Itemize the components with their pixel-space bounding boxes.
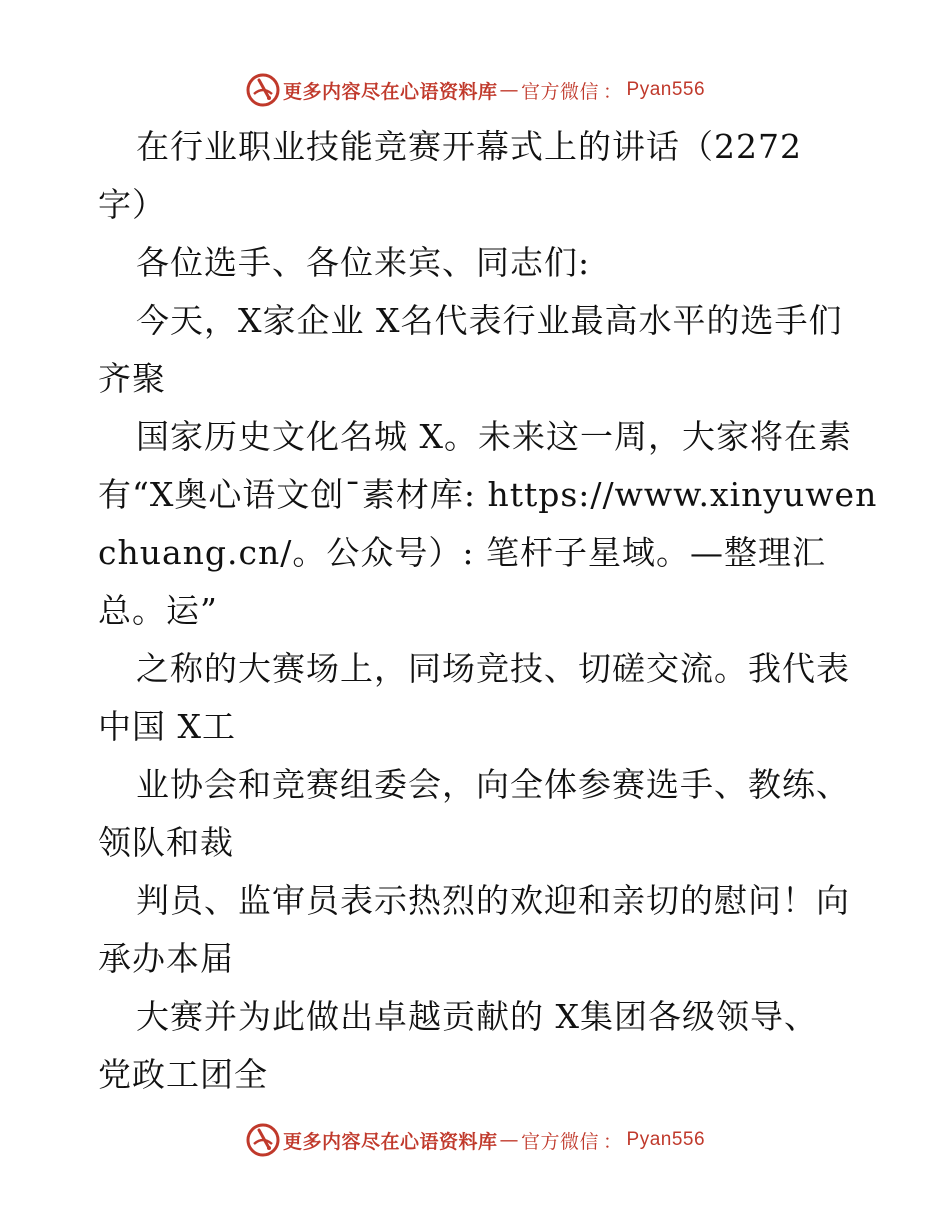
text-line: 承办本届 bbox=[98, 939, 234, 978]
banner-dash: — bbox=[499, 79, 519, 101]
wechat-label: 官方微信 bbox=[520, 80, 599, 103]
text-line: 齐聚 bbox=[98, 359, 166, 398]
text-line: 国家历史文化名城 X。未来这一周，大家将在素 bbox=[136, 417, 852, 456]
book-pen-logo-icon bbox=[245, 1122, 281, 1158]
book-pen-logo-icon bbox=[245, 72, 281, 108]
text-line: 大赛并为此做出卓越贡献的 X集团各级领导、 bbox=[136, 997, 818, 1036]
text-line: chuang.cn/。公众号）: 笔杆子星域。—整理汇 bbox=[98, 533, 826, 572]
promo-text: 更多内容尽在心语资料库 bbox=[282, 80, 498, 103]
wechat-label: 官方微信 bbox=[520, 1130, 599, 1153]
text-line: 业协会和竞赛组委会，向全体参赛选手、教练、 bbox=[136, 765, 850, 804]
text-line: 之称的大赛场上，同场竞技、切磋交流。我代表 bbox=[136, 649, 850, 688]
banner-dash: — bbox=[499, 1129, 519, 1151]
text-line: 判员、监审员表示热烈的欢迎和亲切的慰问！向 bbox=[136, 881, 850, 920]
text-line: 今天，X家企业 X名代表行业最高水平的选手们 bbox=[136, 301, 843, 340]
doc-title-line-1: 在行业职业技能竞赛开幕式上的讲话（2272 bbox=[136, 127, 802, 166]
doc-title-line-2: 字） bbox=[98, 185, 166, 224]
salutation: 各位选手、各位来宾、同志们: bbox=[136, 243, 591, 282]
wechat-account: Pyan556 bbox=[626, 79, 706, 100]
footer-banner bbox=[0, 1120, 950, 1160]
text-line: 有“X奥心语文创¯素材库: https://www.xinyuwen bbox=[98, 475, 878, 514]
header-banner bbox=[0, 70, 950, 110]
text-line: 中国 X工 bbox=[98, 707, 236, 746]
text-line: 总。运” bbox=[98, 591, 218, 630]
document-body bbox=[98, 118, 878, 1104]
text-line: 党政工团全 bbox=[98, 1055, 268, 1094]
text-line: 领队和裁 bbox=[98, 823, 234, 862]
wechat-account: Pyan556 bbox=[626, 1129, 706, 1150]
banner-separator: ： bbox=[603, 1130, 623, 1153]
promo-text: 更多内容尽在心语资料库 bbox=[282, 1130, 498, 1153]
banner-separator: ： bbox=[603, 80, 623, 103]
